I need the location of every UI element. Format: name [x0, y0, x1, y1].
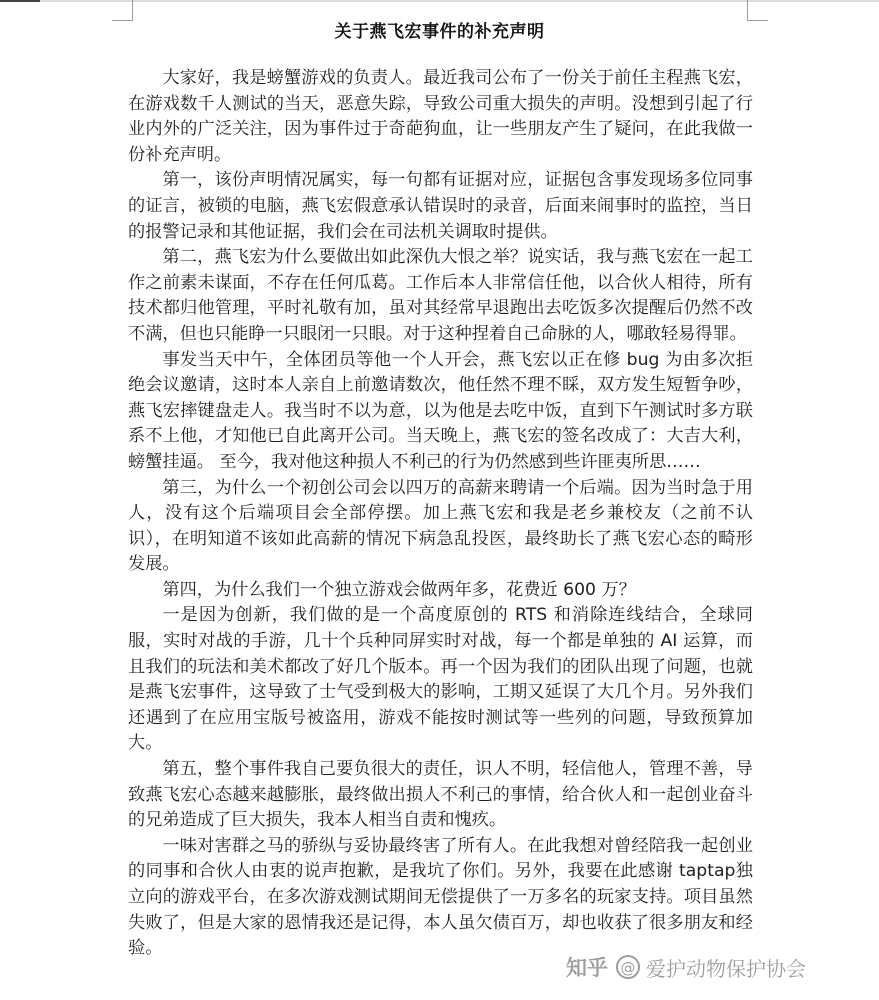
- watermark-account: 爱护动物保护协会: [646, 956, 806, 981]
- paragraph-point-3: 第三，为什么一个初创公司会以四万的高薪来聘请一个后端。因为当时急于用人，没有这个后端项目会全部停摆。加上燕飞宏和我是老乡兼校友（之前不认识），在明知道不该如此高薪的情况下病急乱投医，最终助长了燕飞宏心态的畸形发展。: [128, 477, 753, 575]
- at-icon: @: [616, 955, 640, 979]
- paragraph-point-4: 第四，为什么我们一个独立游戏会做两年多，花费近 600 万？: [162, 579, 636, 600]
- zhihu-watermark: [566, 952, 806, 982]
- paragraph-intro: 大家好，我是螃蟹游戏的负责人。最近我司公布了一份关于前任主程燕飞宏，在游戏数千人测试的当天，恶意失踪，导致公司重大损失的声明。没想到引起了行业内外的广泛关注，因为事件过于奇葩狗血，让一些朋友产生了疑问，在此我做一份补充声明。: [128, 68, 753, 165]
- paragraph-point-1: 第一，该份声明情况属实，每一句都有证据对应，证据包含事发现场多位同事的证言，被锁的电脑，燕飞宏假意承认错误时的录音，后面来闹事时的监控，当日的报警记录和其他证据，我们会在司法机关调取时提供。: [128, 170, 753, 242]
- document-title: 关于燕飞宏事件的补充声明: [334, 22, 545, 42]
- document-body: [128, 66, 753, 962]
- zhihu-logo: 知乎: [566, 956, 608, 980]
- paragraph-point-5: 第五，整个事件我自己要负很大的责任，识人不明，轻信他人，管理不善，导致燕飞宏心态越来越膨胀，最终做出损人不利己的事情，给合伙人和一起创业奋斗的兄弟造成了巨大损失，我本人相当自责和愧疚。: [128, 759, 753, 831]
- paragraph-point-2: 第二，燕飞宏为什么要做出如此深仇大恨之举？说实话，我与燕飞宏在一起工作之前素未谋面，不存在任何瓜葛。工作后本人非常信任他，以合伙人相待，所有技术都归他管理，平时礼敬有加，虽对其经常早退跑出去吃饭多次提醒后仍然不改不满，但也只能睁一只眼闭一只眼。对于这种捏着自己命脉的人，哪敢轻易得罪。: [128, 247, 753, 344]
- paragraph-incident: 事发当天中午，全体团员等他一个人开会，燕飞宏以正在修 bug 为由多次拒绝会议邀请，这时本人亲自上前邀请数次，他任然不理不睬，双方发生短暂争吵，燕飞宏摔键盘走人。我当时不以为意，以为他是去吃中饭，直到下午测试时多方联系不上他，才知他已自此离开公司。当天晚上，燕飞宏的签名改成了：大吉大利，螃蟹挂逼。 至今，我对他这种损人不利己的行为仍然感到些许匪夷所思……: [128, 349, 753, 472]
- paragraph-closing: 一味对害群之马的骄纵与妥协最终害了所有人。在此我想对曾经陪我一起创业的同事和合伙人由衷的说声抱歉，是我坑了你们。另外，我要在此感谢 taptap独立向的游戏平台，在多次游戏测试期间无偿提供了一万多名的玩家支持。项目虽然失败了，但是大家的恩情我还是记得，本人虽欠债百万，却也收获了很多朋友和经验。: [128, 835, 753, 959]
- paragraph-reasons: 一是因为创新，我们做的是一个高度原创的 RTS 和消除连线结合，全球同服，实时对战的手游，几十个兵种同屏实时对战，每一个都是单独的 AI 运算，而且我们的玩法和美术都改了好几个版本。再一个因为我们的团队出现了问题，也就是燕飞宏事件，这导致了士气受到极大的影响，工期又延误了大几个月。另外我们还遇到了在应用宝版号被盗用，游戏不能按时测试等一些列的问题，导致预算加大。: [128, 605, 753, 754]
